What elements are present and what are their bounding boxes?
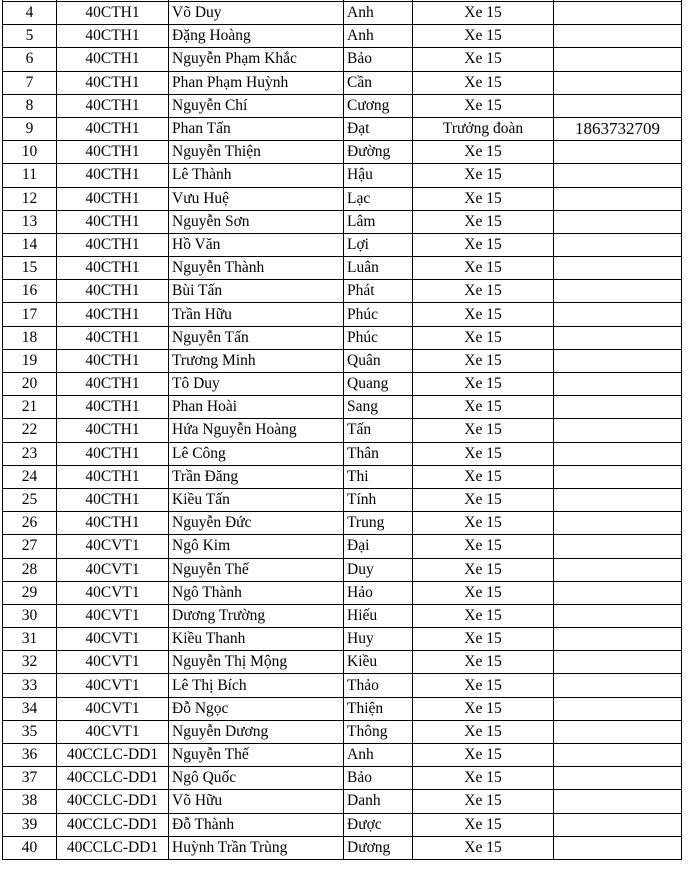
given-name-cell: Đại [344,535,413,558]
table-row [3,233,682,256]
given-name-cell: Danh [344,790,413,813]
table-row [3,720,682,743]
phone-cell [554,187,682,210]
class-cell: 40CTH1 [57,326,169,349]
bus-cell: Xe 15 [413,512,554,535]
phone-cell [554,697,682,720]
table-row [3,558,682,581]
given-name-cell: Duy [344,558,413,581]
stt-cell: 13 [3,210,57,233]
surname-cell: Nguyễn Thế [169,744,344,767]
table-row [3,257,682,280]
stt-cell: 28 [3,558,57,581]
stt-cell: 39 [3,813,57,836]
bus-cell: Xe 15 [413,210,554,233]
table-row [3,94,682,117]
class-cell: 40CVT1 [57,720,169,743]
class-cell: 40CVT1 [57,674,169,697]
surname-cell: Lê Thành [169,164,344,187]
table-row [3,48,682,71]
phone-cell [554,280,682,303]
bus-cell: Xe 15 [413,488,554,511]
bus-cell: Xe 15 [413,604,554,627]
given-name-cell: Phúc [344,326,413,349]
stt-cell: 24 [3,465,57,488]
given-name-cell: Anh [344,25,413,48]
bus-cell: Xe 15 [413,48,554,71]
phone-cell [554,836,682,859]
class-cell: 40CVT1 [57,697,169,720]
stt-cell: 9 [3,117,57,140]
phone-cell [554,535,682,558]
table-row [3,326,682,349]
surname-cell: Trần Đăng [169,465,344,488]
stt-cell: 34 [3,697,57,720]
class-cell: 40CTH1 [57,373,169,396]
surname-cell: Nguyễn Tấn [169,326,344,349]
stt-cell: 31 [3,628,57,651]
table-row [3,71,682,94]
table-row [3,303,682,326]
class-cell: 40CTH1 [57,117,169,140]
table-row [3,373,682,396]
surname-cell: Nguyễn Thị Mộng [169,651,344,674]
table-row [3,674,682,697]
class-cell: 40CVT1 [57,581,169,604]
phone-cell [554,442,682,465]
bus-cell: Xe 15 [413,558,554,581]
table-row [3,187,682,210]
bus-cell: Xe 15 [413,71,554,94]
phone-cell [554,581,682,604]
given-name-cell: Sang [344,396,413,419]
class-cell: 40CTH1 [57,396,169,419]
stt-cell: 18 [3,326,57,349]
table-row [3,465,682,488]
given-name-cell: Lâm [344,210,413,233]
bus-cell: Xe 15 [413,94,554,117]
table-row [3,488,682,511]
bus-cell: Xe 15 [413,187,554,210]
stt-cell: 10 [3,141,57,164]
class-cell: 40CTH1 [57,141,169,164]
bus-cell: Xe 15 [413,280,554,303]
stt-cell: 38 [3,790,57,813]
surname-cell: Phan Tấn [169,117,344,140]
surname-cell: Trần Hữu [169,303,344,326]
given-name-cell: Tấn [344,419,413,442]
table-row [3,744,682,767]
table-row [3,164,682,187]
phone-cell [554,349,682,372]
phone-cell [554,419,682,442]
phone-cell [554,558,682,581]
stt-cell: 14 [3,233,57,256]
bus-cell: Xe 15 [413,442,554,465]
surname-cell: Lê Thị Bích [169,674,344,697]
given-name-cell: Được [344,813,413,836]
phone-cell [554,48,682,71]
stt-cell: 16 [3,280,57,303]
bus-cell: Xe 15 [413,628,554,651]
stt-cell: 15 [3,257,57,280]
class-cell: 40CTH1 [57,488,169,511]
surname-cell: Nguyễn Sơn [169,210,344,233]
surname-cell: Ngô Quốc [169,767,344,790]
stt-cell: 23 [3,442,57,465]
class-cell: 40CTH1 [57,442,169,465]
table-row [3,349,682,372]
table-row [3,604,682,627]
table-row [3,280,682,303]
bus-cell: Xe 15 [413,326,554,349]
stt-cell: 7 [3,71,57,94]
stt-cell: 5 [3,25,57,48]
surname-cell: Ngô Kim [169,535,344,558]
stt-cell: 17 [3,303,57,326]
surname-cell: Hồ Văn [169,233,344,256]
table-row [3,25,682,48]
surname-cell: Huỳnh Trần Trùng [169,836,344,859]
bus-cell: Xe 15 [413,767,554,790]
bus-cell: Xe 15 [413,535,554,558]
class-cell: 40CTH1 [57,48,169,71]
bus-cell: Xe 15 [413,720,554,743]
phone-cell [554,790,682,813]
phone-cell [554,767,682,790]
surname-cell: Nguyễn Dương [169,720,344,743]
class-cell: 40CCLC-DD1 [57,744,169,767]
class-cell: 40CTH1 [57,257,169,280]
stt-cell: 8 [3,94,57,117]
surname-cell: Phan Hoài [169,396,344,419]
bus-cell: Xe 15 [413,349,554,372]
stt-cell: 36 [3,744,57,767]
bus-cell: Xe 15 [413,813,554,836]
given-name-cell: Lợi [344,233,413,256]
bus-cell: Xe 15 [413,465,554,488]
bus-cell: Xe 15 [413,396,554,419]
bus-cell: Xe 15 [413,25,554,48]
surname-cell: Đỗ Thành [169,813,344,836]
stt-cell: 27 [3,535,57,558]
phone-cell [554,303,682,326]
surname-cell: Nguyễn Phạm Khắc [169,48,344,71]
table-row [3,697,682,720]
table-row [3,581,682,604]
given-name-cell: Hảo [344,581,413,604]
phone-cell [554,396,682,419]
table-row [3,813,682,836]
given-name-cell: Trung [344,512,413,535]
stt-cell: 22 [3,419,57,442]
class-cell: 40CTH1 [57,25,169,48]
class-cell: 40CTH1 [57,280,169,303]
given-name-cell: Phúc [344,303,413,326]
class-cell: 40CTH1 [57,512,169,535]
stt-cell: 33 [3,674,57,697]
surname-cell: Đỗ Ngọc [169,697,344,720]
surname-cell: Kiều Thanh [169,628,344,651]
surname-cell: Dương Trường [169,604,344,627]
class-cell: 40CVT1 [57,651,169,674]
class-cell: 40CTH1 [57,233,169,256]
given-name-cell: Thảo [344,674,413,697]
bus-cell: Xe 15 [413,581,554,604]
class-cell: 40CTH1 [57,465,169,488]
class-cell: 40CTH1 [57,349,169,372]
table-row [3,790,682,813]
bus-cell: Xe 15 [413,744,554,767]
stt-cell: 4 [3,2,57,25]
student-table [2,0,682,860]
table-row [3,141,682,164]
given-name-cell: Đạt [344,117,413,140]
bus-cell: Xe 15 [413,836,554,859]
bus-cell: Xe 15 [413,257,554,280]
bus-cell: Xe 15 [413,164,554,187]
phone-cell [554,373,682,396]
surname-cell: Võ Duy [169,2,344,25]
stt-cell: 25 [3,488,57,511]
class-cell: 40CCLC-DD1 [57,813,169,836]
table-row [3,442,682,465]
bus-cell: Xe 15 [413,697,554,720]
phone-cell: 1863732709 [554,117,682,140]
class-cell: 40CVT1 [57,535,169,558]
stt-cell: 21 [3,396,57,419]
phone-cell [554,720,682,743]
bus-cell: Xe 15 [413,2,554,25]
phone-cell [554,488,682,511]
class-cell: 40CTH1 [57,210,169,233]
given-name-cell: Dương [344,836,413,859]
phone-cell [554,813,682,836]
bus-cell: Xe 15 [413,651,554,674]
phone-cell [554,628,682,651]
phone-cell [554,604,682,627]
bus-cell: Xe 15 [413,373,554,396]
stt-cell: 30 [3,604,57,627]
given-name-cell: Cần [344,71,413,94]
phone-cell [554,141,682,164]
bus-cell: Xe 15 [413,303,554,326]
surname-cell: Vưu Huệ [169,187,344,210]
stt-cell: 26 [3,512,57,535]
given-name-cell: Huy [344,628,413,651]
table-row [3,512,682,535]
phone-cell [554,257,682,280]
table-row [3,836,682,859]
table-row [3,210,682,233]
surname-cell: Hứa Nguyễn Hoàng [169,419,344,442]
class-cell: 40CTH1 [57,164,169,187]
class-cell: 40CTH1 [57,2,169,25]
given-name-cell: Thi [344,465,413,488]
surname-cell: Kiều Tấn [169,488,344,511]
stt-cell: 12 [3,187,57,210]
stt-cell: 35 [3,720,57,743]
given-name-cell: Thân [344,442,413,465]
given-name-cell: Hậu [344,164,413,187]
given-name-cell: Cương [344,94,413,117]
given-name-cell: Tính [344,488,413,511]
given-name-cell: Đường [344,141,413,164]
stt-cell: 29 [3,581,57,604]
stt-cell: 40 [3,836,57,859]
phone-cell [554,233,682,256]
surname-cell: Bùi Tấn [169,280,344,303]
bus-cell: Trưởng đoàn [413,117,554,140]
surname-cell: Tô Duy [169,373,344,396]
stt-cell: 6 [3,48,57,71]
surname-cell: Phan Phạm Huỳnh [169,71,344,94]
given-name-cell: Thông [344,720,413,743]
surname-cell: Nguyễn Chí [169,94,344,117]
phone-cell [554,94,682,117]
phone-cell [554,2,682,25]
class-cell: 40CCLC-DD1 [57,790,169,813]
given-name-cell: Lạc [344,187,413,210]
table-row [3,117,682,140]
bus-cell: Xe 15 [413,790,554,813]
phone-cell [554,164,682,187]
class-cell: 40CTH1 [57,71,169,94]
stt-cell: 19 [3,349,57,372]
given-name-cell: Anh [344,744,413,767]
class-cell: 40CVT1 [57,558,169,581]
phone-cell [554,674,682,697]
phone-cell [554,512,682,535]
bus-cell: Xe 15 [413,674,554,697]
phone-cell [554,25,682,48]
class-cell: 40CCLC-DD1 [57,836,169,859]
surname-cell: Nguyễn Thế [169,558,344,581]
surname-cell: Nguyễn Thành [169,257,344,280]
class-cell: 40CVT1 [57,604,169,627]
given-name-cell: Hiếu [344,604,413,627]
table-row [3,2,682,25]
surname-cell: Ngô Thành [169,581,344,604]
given-name-cell: Bảo [344,48,413,71]
phone-cell [554,651,682,674]
table-row [3,767,682,790]
bus-cell: Xe 15 [413,233,554,256]
stt-cell: 20 [3,373,57,396]
table-row [3,651,682,674]
class-cell: 40CVT1 [57,628,169,651]
given-name-cell: Luân [344,257,413,280]
given-name-cell: Quang [344,373,413,396]
class-cell: 40CCLC-DD1 [57,767,169,790]
given-name-cell: Anh [344,2,413,25]
stt-cell: 32 [3,651,57,674]
phone-cell [554,744,682,767]
surname-cell: Đặng Hoàng [169,25,344,48]
stt-cell: 37 [3,767,57,790]
phone-cell [554,326,682,349]
surname-cell: Trương Minh [169,349,344,372]
surname-cell: Võ Hữu [169,790,344,813]
table-row [3,535,682,558]
class-cell: 40CTH1 [57,94,169,117]
surname-cell: Nguyễn Đức [169,512,344,535]
phone-cell [554,210,682,233]
given-name-cell: Thiện [344,697,413,720]
surname-cell: Lê Công [169,442,344,465]
surname-cell: Nguyễn Thiện [169,141,344,164]
table-row [3,419,682,442]
table-row [3,396,682,419]
class-cell: 40CTH1 [57,303,169,326]
given-name-cell: Kiều [344,651,413,674]
given-name-cell: Quân [344,349,413,372]
phone-cell [554,465,682,488]
phone-cell [554,71,682,94]
class-cell: 40CTH1 [57,187,169,210]
class-cell: 40CTH1 [57,419,169,442]
given-name-cell: Phát [344,280,413,303]
table-body [3,0,682,859]
stt-cell: 11 [3,164,57,187]
table-row [3,628,682,651]
bus-cell: Xe 15 [413,141,554,164]
given-name-cell: Bảo [344,767,413,790]
bus-cell: Xe 15 [413,419,554,442]
